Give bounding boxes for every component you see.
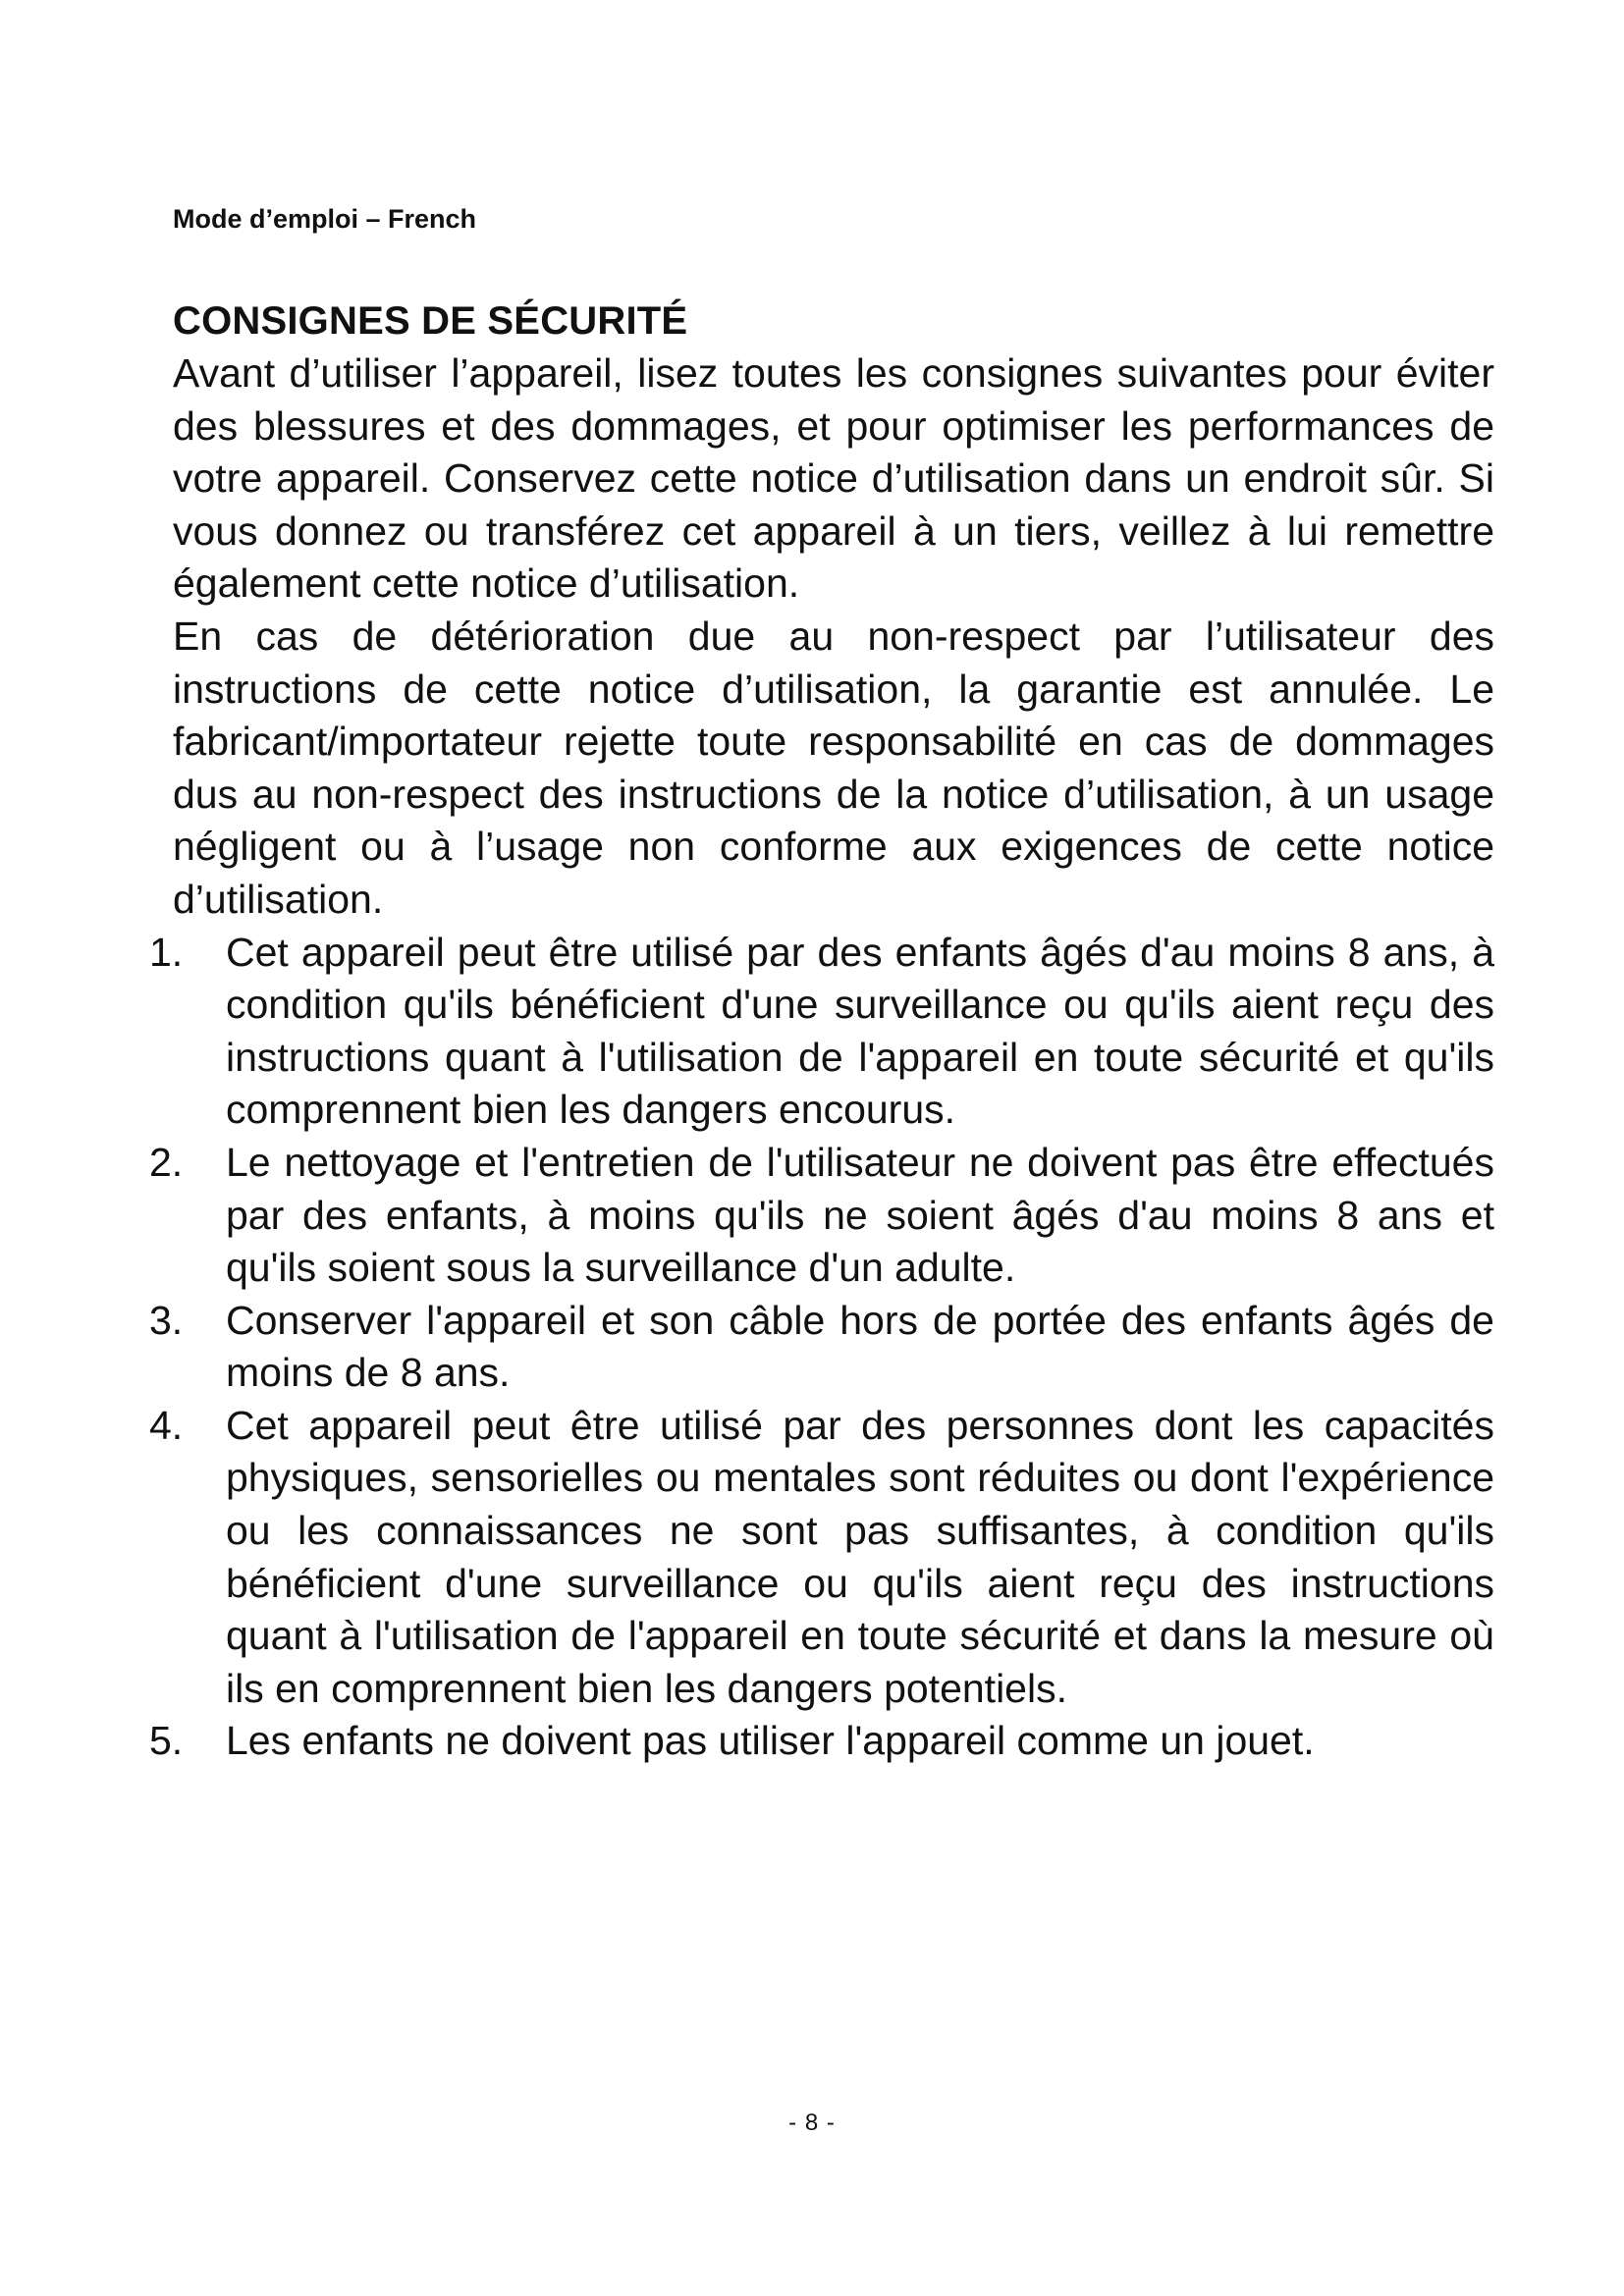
list-item-text: Conserver l'appareil et son câble hors de portée des enfants âgés de moins de 8 ans. (226, 1297, 1494, 1396)
list-item-number: 3. (149, 1297, 184, 1343)
safety-section (149, 294, 1494, 1768)
warranty-paragraph: En cas de détérioration due au non-respect par l’utilisateur des instructions de cette notice d’utilisation, la garantie est annulée. Le fabricant/importateur rejette toute responsabilité en cas de dommages dus au non-respect des instructions de la notice d’utilisation, à un usage négligent ou à l’usage non conforme aux exigences de cette notice d’utilisation. (173, 613, 1494, 922)
document-header: Mode d’emploi – French (173, 204, 477, 234)
safety-list-item (149, 1137, 1494, 1295)
intro-paragraph: Avant d’utiliser l’appareil, lisez toutes les consignes suivantes pour éviter des blessures et des dommages, et pour optimiser les performances de votre appareil. Conservez cette notice d’utilisation dans un endroit sûr. Si vous donnez ou transférez cet appareil à un tiers, veillez à lui remettre également cette notice d’utilisation. (173, 350, 1494, 607)
page-number: - 8 - (788, 2109, 836, 2136)
list-item-text: Les enfants ne doivent pas utiliser l'appareil comme un jouet. (226, 1718, 1315, 1764)
list-item-text: Cet appareil peut être utilisé par des enfants âgés d'au moins 8 ans, à condition qu'ils bénéficient d'une surveillance ou qu'ils aient reçu des instructions quant à l'utilisation de l'appareil en toute sécurité et qu'ils comprennent bien les dangers encourus. (226, 929, 1494, 1133)
safety-list-item (149, 1715, 1494, 1768)
safety-list (149, 927, 1494, 1769)
safety-list-item (149, 1295, 1494, 1400)
list-item-text: Cet appareil peut être utilisé par des personnes dont les capacités physiques, sensorielles ou mentales sont réduites ou dont l'expérience ou les connaissances ne sont pas suffisantes, à condition qu'ils bénéficient d'une surveillance ou qu'ils aient reçu des instructions quant à l'utilisation de l'appareil en toute sécurité et dans la mesure où ils en comprennent bien les dangers potentiels. (226, 1402, 1494, 1711)
list-item-number: 5. (149, 1718, 184, 1764)
safety-list-item (149, 927, 1494, 1137)
list-item-number: 2. (149, 1139, 184, 1185)
list-item-number: 4. (149, 1402, 184, 1448)
section-title: CONSIGNES DE SÉCURITÉ (173, 299, 688, 343)
list-item-number: 1. (149, 929, 184, 975)
list-item-text: Le nettoyage et l'entretien de l'utilisateur ne doivent pas être effectués par des enfants, à moins qu'ils ne soient âgés d'au moins 8 ans et qu'ils soient sous la surveillance d'un adulte. (226, 1139, 1494, 1291)
safety-list-item (149, 1400, 1494, 1716)
